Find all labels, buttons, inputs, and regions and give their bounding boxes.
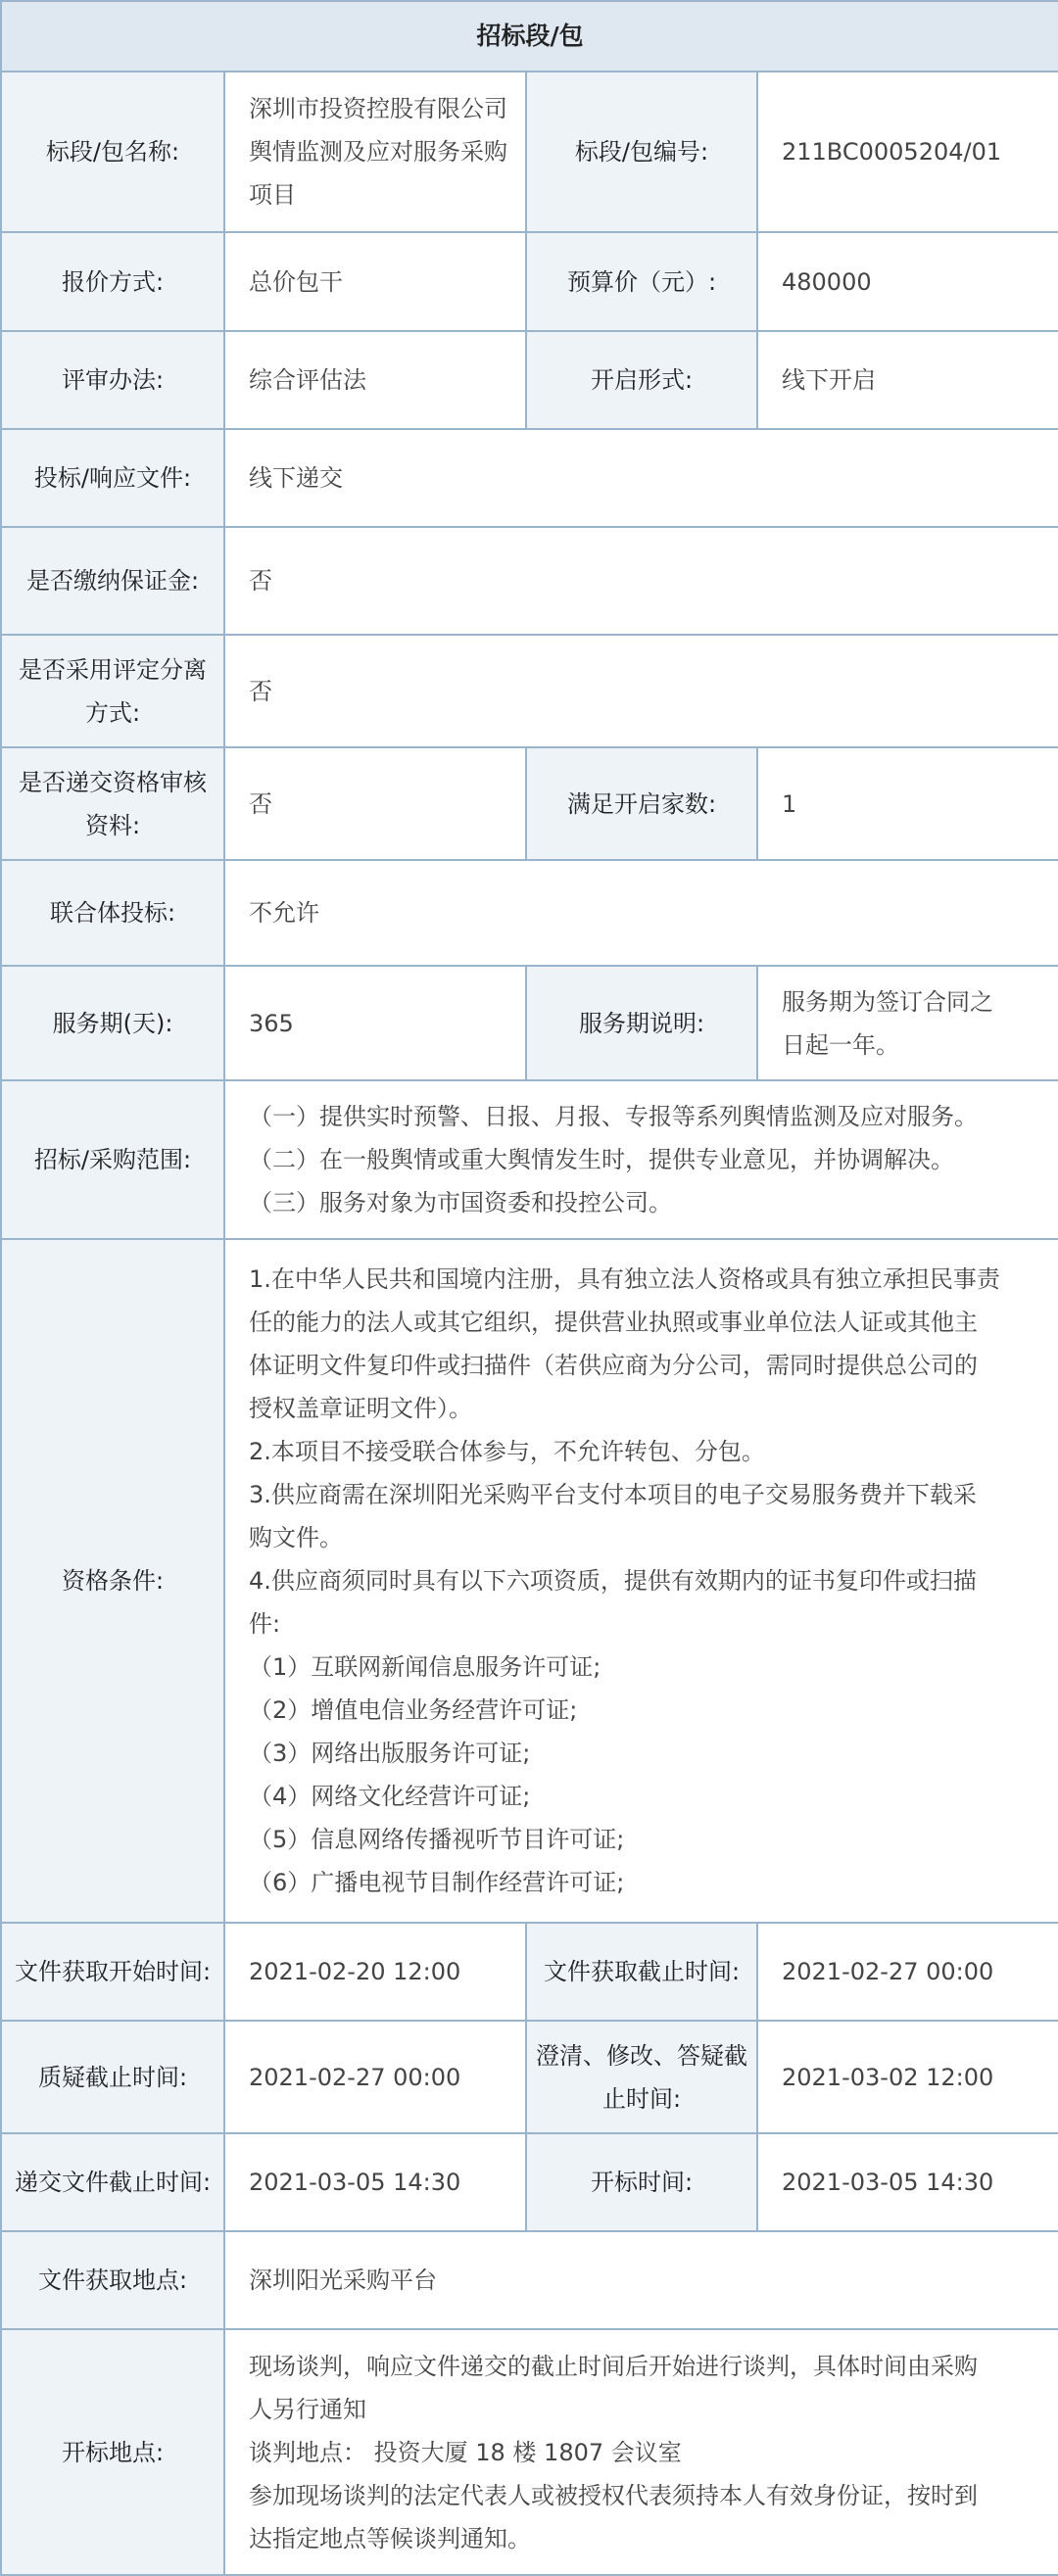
query-end-label: 质疑截止时间:	[1, 2021, 224, 2133]
clarify-end-label	[526, 2021, 757, 2133]
clarify-end-label-line: 澄清、修改、答疑截	[536, 2041, 747, 2070]
bid-document-value: 线下递交	[224, 429, 1058, 527]
deposit-label: 是否缴纳保证金:	[1, 527, 224, 635]
row-doc-time	[1, 1923, 1058, 2021]
open-form-value: 线下开启	[757, 331, 1058, 429]
submit-end-label: 递交文件截止时间:	[1, 2133, 224, 2231]
doc-end-value: 2021-02-27 00:00	[757, 1923, 1058, 2021]
deposit-value: 否	[224, 527, 1058, 635]
license-item: （4）网络文化经营许可证;	[249, 1783, 531, 1810]
doc-start-label: 文件获取开始时间:	[1, 1923, 224, 2021]
row-scope	[1, 1080, 1058, 1239]
row-bid-document	[1, 429, 1058, 527]
row-separate-review	[1, 635, 1058, 747]
license-item: （5）信息网络传播视听节目许可证;	[249, 1826, 625, 1853]
open-form-label: 开启形式:	[526, 331, 757, 429]
scope-label: 招标/采购范围:	[1, 1080, 224, 1239]
open-place-line: 人另行通知	[249, 2395, 366, 2423]
section-name-line: 项目	[249, 181, 296, 209]
license-item: （6）广播电视节目制作经营许可证;	[249, 1869, 625, 1896]
doc-place-label: 文件获取地点:	[1, 2231, 224, 2329]
review-method-value: 综合评估法	[224, 331, 526, 429]
separate-review-label	[1, 635, 224, 747]
qualification-value	[224, 1239, 1058, 1923]
row-price	[1, 232, 1058, 331]
service-desc-value	[757, 966, 1058, 1080]
open-place-line: 参加现场谈判的法定代表人或被授权代表须持本人有效身份证，按时到	[249, 2481, 978, 2509]
row-section-name	[1, 72, 1058, 232]
section-name-line: 深圳市投资控股有限公司	[249, 95, 507, 122]
qualification-label: 资格条件:	[1, 1239, 224, 1923]
qualification-submit-label	[1, 747, 224, 860]
header-row	[1, 1, 1058, 72]
row-consortium	[1, 860, 1058, 966]
separate-review-value: 否	[224, 635, 1058, 747]
row-service-period	[1, 966, 1058, 1080]
qualification-line: 1.在中华人民共和国境内注册，具有独立法人资格或具有独立承担民事责	[249, 1265, 1000, 1293]
qualification-line: 体证明文件复印件或扫描件（若供应商为分公司，需同时提供总公司的	[249, 1352, 978, 1379]
table-header: 招标段/包	[1, 1, 1058, 72]
row-doc-place	[1, 2231, 1058, 2329]
section-code-label: 标段/包编号:	[526, 72, 757, 232]
qualification-submit-label-line: 是否递交资格审核	[19, 768, 207, 796]
submit-end-value: 2021-03-05 14:30	[224, 2133, 526, 2231]
row-deposit	[1, 527, 1058, 635]
qualification-line: 购文件。	[249, 1524, 343, 1551]
scope-line: （三）服务对象为市国资委和投控公司。	[249, 1189, 672, 1216]
section-name-label: 标段/包名称:	[1, 72, 224, 232]
qualification-submit-value: 否	[224, 747, 526, 860]
open-place-line: 达指定地点等候谈判通知。	[249, 2524, 531, 2552]
scope-line: （二）在一般舆情或重大舆情发生时，提供专业意见，并协调解决。	[249, 1146, 954, 1173]
separate-review-label-line: 方式:	[84, 698, 141, 727]
clarify-end-value: 2021-03-02 12:00	[757, 2021, 1058, 2133]
budget-value: 480000	[757, 232, 1058, 331]
open-time-value: 2021-03-05 14:30	[757, 2133, 1058, 2231]
qualification-submit-label-line: 资料:	[84, 811, 141, 839]
row-qualification-submit	[1, 747, 1058, 860]
doc-place-value: 深圳阳光采购平台	[224, 2231, 1058, 2329]
query-end-value: 2021-02-27 00:00	[224, 2021, 526, 2133]
clarify-end-label-line: 止时间:	[601, 2084, 682, 2113]
budget-label: 预算价（元）:	[526, 232, 757, 331]
license-item: （2）增值电信业务经营许可证;	[249, 1696, 578, 1724]
open-time-label: 开标时间:	[526, 2133, 757, 2231]
doc-end-label: 文件获取截止时间:	[526, 1923, 757, 2021]
separate-review-label-line: 是否采用评定分离	[19, 655, 207, 684]
service-desc-line: 服务期为签订合同之	[782, 987, 993, 1016]
license-item: （3）网络出版服务许可证;	[249, 1740, 531, 1767]
open-place-value	[224, 2329, 1058, 2575]
open-place-label: 开标地点:	[1, 2329, 224, 2575]
qualification-line: 2.本项目不接受联合体参与，不允许转包、分包。	[249, 1438, 765, 1465]
qualification-line: 3.供应商需在深圳阳光采购平台支付本项目的电子交易服务费并下载采	[249, 1481, 977, 1508]
row-qualification	[1, 1239, 1058, 1923]
min-bidders-label: 满足开启家数:	[526, 747, 757, 860]
consortium-label: 联合体投标:	[1, 860, 224, 966]
row-submit-time	[1, 2133, 1058, 2231]
section-name-value	[224, 72, 526, 232]
scope-value	[224, 1080, 1058, 1239]
row-query-time	[1, 2021, 1058, 2133]
row-open-place	[1, 2329, 1058, 2575]
doc-start-value: 2021-02-20 12:00	[224, 1923, 526, 2021]
license-item: （1）互联网新闻信息服务许可证;	[249, 1653, 601, 1681]
qualification-line: 件:	[249, 1610, 281, 1638]
consortium-value: 不允许	[224, 860, 1058, 966]
qualification-line: 4.供应商须同时具有以下六项资质，提供有效期内的证书复印件或扫描	[249, 1567, 977, 1595]
service-days-label: 服务期(天):	[1, 966, 224, 1080]
price-method-label: 报价方式:	[1, 232, 224, 331]
min-bidders-value: 1	[757, 747, 1058, 860]
service-desc-line: 日起一年。	[782, 1030, 899, 1059]
review-method-label: 评审办法:	[1, 331, 224, 429]
section-name-line: 舆情监测及应对服务采购	[249, 138, 507, 166]
qualification-line: 授权盖章证明文件）。	[249, 1395, 472, 1422]
scope-line: （一）提供实时预警、日报、月报、专报等系列舆情监测及应对服务。	[249, 1103, 978, 1130]
bid-document-label: 投标/响应文件:	[1, 429, 224, 527]
qualification-line: 任的能力的法人或其它组织，提供营业执照或事业单位法人证或其他主	[249, 1309, 978, 1336]
price-method-value: 总价包干	[224, 232, 526, 331]
service-days-value: 365	[224, 966, 526, 1080]
row-review	[1, 331, 1058, 429]
open-place-line: 现场谈判，响应文件递交的截止时间后开始进行谈判，具体时间由采购	[249, 2352, 978, 2380]
service-desc-label: 服务期说明:	[526, 966, 757, 1080]
open-place-line: 谈判地点： 投资大厦 18 楼 1807 会议室	[249, 2438, 682, 2466]
section-code-value: 211BC0005204/01	[757, 72, 1058, 232]
